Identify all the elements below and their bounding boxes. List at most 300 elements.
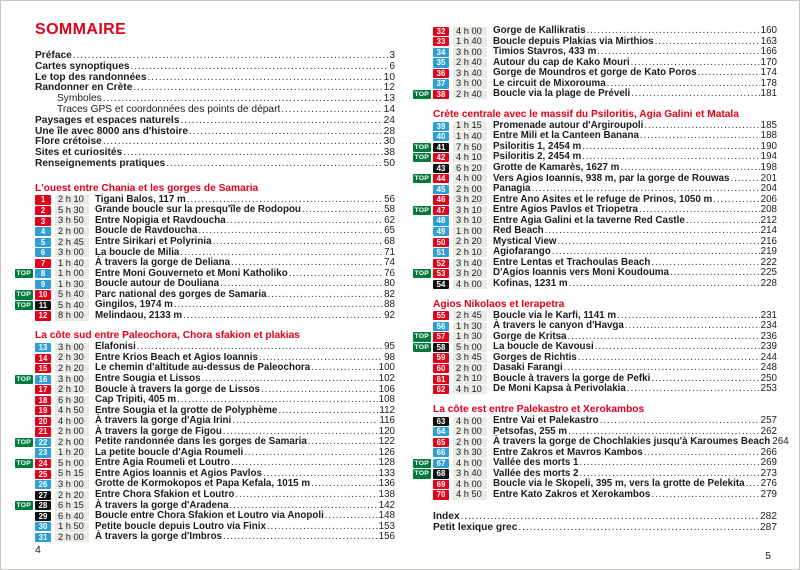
hike-title: Boucle via le Karfi, 1141 m	[493, 309, 617, 321]
dot-leader	[644, 121, 759, 132]
top-slot	[11, 480, 35, 489]
top-badge: TOP	[16, 375, 31, 383]
hike-title: Boucle à travers la gorge de Pefki	[493, 372, 651, 384]
hike-title: Entre Vai et Palekastro	[493, 414, 599, 426]
top-slot	[11, 501, 35, 510]
hike-page-number: 170	[760, 56, 777, 68]
route-number-badge: 58	[433, 343, 449, 352]
route-number-badge: 19	[35, 406, 51, 415]
dot-leader	[267, 522, 378, 533]
duration-label: 3 h 40	[453, 69, 487, 78]
route-number-badge: 6	[35, 248, 51, 257]
dot-leader	[227, 216, 383, 227]
hike-entry	[11, 490, 395, 501]
toc-entry-page: 12	[383, 82, 395, 94]
top-slot	[409, 153, 433, 162]
hike-title: Dasaki Farangi	[493, 362, 563, 374]
duration-label: 6 h 20	[453, 164, 487, 173]
duration-label: 2 h 45	[55, 238, 89, 247]
toc-entry-page: 6	[389, 60, 395, 72]
toc-section	[11, 183, 395, 322]
hike-title: Entre Ano Asites et le refuge de Prinos, 1050 m	[493, 193, 713, 205]
dot-leader	[103, 137, 383, 148]
section-items	[11, 195, 395, 322]
duration-label: 5 h 30	[55, 206, 89, 215]
duration-label: 1 h 00	[453, 227, 487, 236]
route-number-badge: 63	[433, 417, 449, 426]
hike-title: Boucle depuis Plakias via Mirthios	[493, 35, 654, 47]
hike-page-number: 128	[378, 457, 395, 469]
right-page-sections	[409, 25, 789, 500]
hike-page-number: 166	[760, 46, 777, 58]
toc-section	[11, 330, 395, 542]
hike-entry	[11, 290, 395, 301]
hike-title: Entre Nopigia et Ravdoucha	[95, 214, 226, 226]
hike-page-number: 234	[760, 320, 777, 332]
duration-label: 4 h 00	[55, 417, 89, 426]
hike-page-number: 279	[760, 488, 777, 500]
route-number-badge: 29	[35, 512, 51, 521]
top-badge: TOP	[414, 154, 429, 162]
top-slot	[409, 58, 433, 67]
hike-page-number: 190	[760, 140, 777, 152]
duration-label: 5 h 00	[453, 343, 487, 352]
duration-label: 3 h 45	[453, 353, 487, 362]
hike-page-number: 65	[384, 225, 395, 237]
dot-leader	[651, 490, 759, 501]
duration-label: 1 h 30	[453, 322, 487, 331]
hike-page-number: 214	[760, 225, 777, 237]
route-number-badge: 1	[35, 195, 51, 204]
route-number-badge: 54	[433, 280, 449, 289]
hike-title: Gingilos, 1974 m	[95, 299, 173, 311]
hike-page-number: 194	[760, 151, 777, 163]
dot-leader	[231, 258, 383, 269]
top-slot	[409, 364, 433, 373]
top-slot	[409, 311, 433, 320]
duration-label: 2 h 00	[55, 427, 89, 436]
hike-entry	[11, 258, 395, 269]
hike-page-number: 178	[760, 77, 777, 89]
hike-title: Petite boucle depuis Loutro via Finix	[95, 520, 266, 532]
hike-title: Entre Agia Galini et la taverne Red Castle	[493, 214, 685, 226]
hike-entry	[11, 300, 395, 311]
route-number-badge: 67	[433, 459, 449, 468]
duration-label: 3 h 10	[453, 206, 487, 215]
hike-page-number: 188	[760, 130, 777, 142]
route-number-badge: 51	[433, 248, 449, 257]
duration-label: 5 h 00	[55, 459, 89, 468]
left-page-sections	[11, 183, 395, 543]
route-number-badge: 68	[433, 469, 449, 478]
hike-title: Entre Krios Beach et Agios Ioannis	[95, 351, 258, 363]
top-slot	[11, 522, 35, 531]
hike-page-number: 216	[760, 235, 777, 247]
route-number-badge: 20	[35, 417, 51, 426]
duration-label: 2 h 10	[453, 374, 487, 383]
route-number-badge: 40	[433, 132, 449, 141]
route-number-badge: 39	[433, 122, 449, 131]
duration-label: 3 h 00	[453, 79, 487, 88]
hike-page-number: 133	[378, 467, 395, 479]
route-number-badge: 53	[433, 269, 449, 278]
toc-entry	[11, 159, 395, 170]
top-badge: TOP	[16, 502, 31, 510]
duration-label: 2 h 00	[55, 533, 89, 542]
hike-page-number: 160	[760, 25, 777, 36]
duration-label: 2 h 40	[453, 58, 487, 67]
duration-label: 1 h 30	[453, 332, 487, 341]
dot-leader	[631, 89, 759, 100]
duration-label: 2 h 20	[55, 491, 89, 500]
route-number-badge: 13	[35, 343, 51, 352]
toc-entry-label: Randonner en Crète	[35, 82, 133, 94]
toc-entry-page: 282	[760, 511, 777, 523]
dot-leader	[232, 416, 378, 427]
route-number-badge: 34	[433, 48, 449, 57]
top-badge: TOP	[414, 343, 429, 351]
hike-entry	[409, 237, 777, 248]
page-title: SOMMAIRE	[35, 21, 127, 38]
section-title: L'ouest entre Chania et les gorges de Samaria	[35, 182, 259, 194]
top-slot	[409, 322, 433, 331]
duration-label: 3 h 00	[55, 343, 89, 352]
hike-page-number: 248	[760, 362, 777, 374]
duration-label: 1 h 15	[453, 121, 487, 130]
duration-label: 6 h 15	[55, 501, 89, 510]
route-number-badge: 9	[35, 280, 51, 289]
route-number-badge: 32	[433, 27, 449, 36]
hike-title: Elafonisi	[95, 341, 136, 353]
page-right	[409, 11, 789, 569]
top-slot	[409, 27, 433, 36]
hike-entry	[409, 142, 777, 153]
route-number-badge: 33	[433, 37, 449, 46]
route-number-badge: 38	[433, 90, 449, 99]
dot-leader	[202, 374, 378, 385]
hike-title: Entre Lentas et Trachoulas Beach	[493, 256, 651, 268]
top-slot	[409, 417, 433, 426]
hike-title: Boucle à travers la gorge de Lissos	[95, 383, 260, 395]
hike-page-number: 100	[378, 362, 395, 374]
hike-page-number: 126	[378, 446, 395, 458]
toc-entry-page: 38	[383, 147, 395, 159]
toc-entry-label: Paysages et espaces naturels	[35, 114, 180, 126]
hike-entry	[409, 163, 777, 174]
dot-leader	[600, 416, 760, 427]
top-slot	[11, 533, 35, 542]
hike-title: Petsofas, 255 m	[493, 425, 568, 437]
route-number-badge: 10	[35, 290, 51, 299]
duration-label: 4 h 10	[453, 385, 487, 394]
top-slot	[11, 195, 35, 204]
dot-leader	[308, 437, 378, 448]
hike-title: À travers la gorge d'Aradena	[95, 499, 229, 511]
top-slot	[409, 343, 433, 352]
toc-entry-label: Traces GPS et coordonnées des points de départ	[57, 103, 281, 115]
duration-label: 2 h 10	[453, 248, 487, 257]
hike-title: Entre Mili et la Canteen Banana	[493, 130, 639, 142]
hike-page-number: 58	[384, 204, 395, 216]
hike-title: Gorge de Kritsa	[493, 330, 567, 342]
hike-title: La boucle de Kavousi	[493, 341, 594, 353]
hike-title: Promenade autour d'Argiroupoli	[493, 119, 644, 131]
route-number-badge: 62	[433, 385, 449, 394]
hike-title: Mystical View	[493, 235, 557, 247]
top-slot	[409, 48, 433, 57]
duration-label: 2 h 00	[55, 438, 89, 447]
dot-leader	[261, 385, 378, 396]
hike-entry	[409, 89, 777, 100]
hike-page-number: 68	[384, 235, 395, 247]
hike-title: Entre Agios Ioannis et Agios Pavlos	[95, 467, 262, 479]
hike-title: De Moni Kapsa à Perivolakia	[493, 383, 626, 395]
route-number-badge: 21	[35, 427, 51, 436]
dot-leader	[268, 290, 384, 301]
top-badge: TOP	[414, 90, 429, 98]
dot-leader	[223, 532, 378, 543]
route-number-badge: 35	[433, 58, 449, 67]
duration-label: 4 h 00	[453, 27, 487, 36]
route-number-badge: 16	[35, 375, 51, 384]
toc-entry-label: Sites et curiosités	[35, 147, 123, 159]
hike-page-number: 56	[384, 193, 395, 205]
hike-title: Gorge de Kallikratis	[493, 25, 586, 36]
route-number-badge: 4	[35, 227, 51, 236]
hike-page-number: 257	[760, 414, 777, 426]
top-slot	[409, 448, 433, 457]
dot-leader	[569, 279, 760, 290]
duration-label: 1 h 40	[453, 132, 487, 141]
hike-page-number: 76	[384, 267, 395, 279]
route-number-badge: 59	[433, 353, 449, 362]
toc-entry-label: Symboles	[57, 93, 102, 105]
route-number-badge: 55	[433, 311, 449, 320]
hike-entry	[409, 436, 789, 448]
hike-page-number: 88	[384, 299, 395, 311]
hike-page-number: 204	[760, 183, 777, 195]
route-number-badge: 69	[433, 480, 449, 489]
hike-page-number: 231	[760, 309, 777, 321]
top-slot	[409, 143, 433, 152]
hike-page-number: 222	[760, 256, 777, 268]
top-slot	[409, 90, 433, 99]
top-badge: TOP	[16, 301, 31, 309]
dot-leader	[189, 127, 383, 138]
dot-leader	[244, 448, 377, 459]
duration-label: 2 h 40	[453, 90, 487, 99]
hike-page-number: 138	[378, 488, 395, 500]
hike-entry	[409, 321, 777, 332]
duration-label: 1 h 40	[453, 37, 487, 46]
dot-leader	[278, 406, 378, 417]
hike-entry	[409, 342, 777, 353]
top-slot	[11, 438, 35, 447]
route-number-badge: 49	[433, 227, 449, 236]
hike-page-number: 201	[760, 172, 777, 184]
hike-entry	[409, 26, 777, 37]
hike-title: Entre Sirikari et Polyrinia	[95, 235, 212, 247]
duration-label: 2 h 00	[453, 364, 487, 373]
page-left	[11, 11, 395, 569]
hike-page-number: 225	[760, 267, 777, 279]
duration-label: 3 h 20	[453, 195, 487, 204]
top-slot	[11, 385, 35, 394]
hike-page-number: 198	[760, 162, 777, 174]
top-slot	[409, 195, 433, 204]
hike-title: À travers la gorge de Chochlakies jusqu'à Karoumes Beach	[493, 436, 771, 448]
section-items	[11, 342, 395, 542]
dot-leader	[587, 26, 760, 37]
top-slot	[11, 491, 35, 500]
top-slot	[409, 185, 433, 194]
top-slot	[11, 290, 35, 299]
top-slot	[409, 259, 433, 268]
hike-page-number: 266	[760, 446, 777, 458]
hike-title: Boucle entre Chora Sfakion et Loutro via Anopoli	[95, 510, 324, 522]
hike-page-number: 262	[760, 425, 777, 437]
hike-entry	[409, 174, 777, 185]
toc-entry-label: Flore crétoise	[35, 136, 102, 148]
section-title: Crète centrale avec le massif du Psiloritis, Agia Galini et Matala	[433, 108, 739, 120]
duration-label: 4 h 00	[453, 417, 487, 426]
top-slot	[11, 375, 35, 384]
route-number-badge: 24	[35, 459, 51, 468]
top-slot	[409, 37, 433, 46]
top-slot	[409, 122, 433, 131]
hike-page-number: 250	[760, 372, 777, 384]
section-items	[409, 26, 777, 100]
dot-leader	[580, 458, 760, 469]
top-badge: TOP	[16, 270, 31, 278]
duration-label: 3 h 40	[453, 469, 487, 478]
dot-leader	[311, 363, 377, 374]
dot-leader	[289, 269, 383, 280]
hike-title: Entre Agios Pavlos et Triopetra	[493, 204, 638, 216]
hike-title: Entre Chora Sfakion et Loutro	[95, 488, 235, 500]
duration-label: 2 h 10	[55, 385, 89, 394]
hike-title: Petite randonnée dans les gorges de Samaria	[95, 436, 307, 448]
dot-leader	[627, 384, 760, 395]
hike-title: Entre Zakros et Mavros Kambos	[493, 446, 643, 458]
top-slot	[11, 248, 35, 257]
top-slot	[11, 217, 35, 226]
hike-title: Entre Sougia et Lissos	[95, 372, 201, 384]
top-slot	[11, 354, 35, 363]
hike-title: Entre Moni Gouverneto et Moni Katholiko	[95, 267, 288, 279]
hike-page-number: 181	[760, 88, 777, 100]
hike-entry	[409, 268, 777, 279]
hike-title: Le circuit de Mixorouma	[493, 77, 606, 89]
hike-page-number: 82	[384, 288, 395, 300]
route-number-badge: 3	[35, 217, 51, 226]
top-slot	[11, 417, 35, 426]
route-number-badge: 2	[35, 206, 51, 215]
top-slot	[409, 206, 433, 215]
hike-page-number: 228	[760, 278, 777, 290]
duration-label: 4 h 50	[453, 490, 487, 499]
duration-label: 3 h 50	[55, 216, 89, 225]
toc-entry-page: 30	[383, 136, 395, 148]
toc-entry-label: Cartes synoptiques	[35, 60, 130, 72]
toc-entry-page: 13	[383, 93, 395, 105]
dot-leader	[183, 311, 383, 322]
duration-label: 5 h 40	[55, 290, 89, 299]
top-slot	[409, 385, 433, 394]
top-slot	[11, 427, 35, 436]
dot-leader	[730, 174, 759, 185]
route-number-badge: 52	[433, 259, 449, 268]
hike-page-number: 98	[384, 351, 395, 363]
route-number-badge: 61	[433, 375, 449, 384]
dot-leader	[198, 226, 383, 237]
top-badge: TOP	[414, 270, 429, 278]
hike-title: À travers la gorge de Figou	[95, 425, 222, 437]
route-number-badge: 56	[433, 322, 449, 331]
hike-title: À travers la gorge de Deliana	[95, 257, 231, 269]
hike-title: Le chemin d'altitude au-dessus de Paleochora	[95, 362, 311, 374]
route-number-badge: 11	[35, 301, 51, 310]
duration-label: 3 h 00	[55, 480, 89, 489]
hike-page-number: 142	[378, 499, 395, 511]
duration-label: 2 h 10	[55, 195, 89, 204]
hike-title: Grotte de Kormokopos et Papa Kefala, 1015 m	[95, 478, 311, 490]
hike-page-number: 80	[384, 278, 395, 290]
dot-leader	[281, 105, 382, 116]
top-slot	[11, 238, 35, 247]
hike-page-number: 174	[760, 67, 777, 79]
toc-section	[409, 109, 777, 290]
hike-title: Entre Sougia et la grotte de Polyphème	[95, 404, 278, 416]
dot-leader	[644, 448, 760, 459]
section-items	[409, 121, 777, 290]
toc-section	[409, 26, 777, 100]
toc-entry	[11, 62, 395, 73]
duration-label: 7 h 50	[453, 143, 487, 152]
toc-entry-label: Renseignements pratiques	[35, 157, 166, 169]
hike-title: La petite boucle d'Agia Roumeli	[95, 446, 244, 458]
top-badge: TOP	[414, 470, 429, 478]
hike-title: Boucle via le Skopeli, 395 m, vers la grotte de Pelekita	[493, 478, 745, 490]
route-number-badge: 7	[35, 259, 51, 268]
section-title: Agios Nikolaos et Ierapetra	[433, 298, 565, 310]
hike-entry	[409, 226, 777, 237]
hike-page-number: 156	[378, 531, 395, 543]
route-number-badge: 18	[35, 396, 51, 405]
route-number-badge: 22	[35, 438, 51, 447]
route-number-badge: 41	[433, 143, 449, 152]
hike-title: Kofinas, 1231 m	[493, 278, 568, 290]
hike-title: Autour du cap de Kako Mouri	[493, 56, 630, 68]
duration-label: 2 h 00	[453, 185, 487, 194]
duration-label: 2 h 45	[453, 311, 487, 320]
route-number-badge: 66	[433, 448, 449, 457]
toc-entry-page: 287	[760, 522, 777, 534]
hike-title: Vallée des morts 1	[493, 457, 579, 469]
toc-section	[409, 403, 789, 500]
hike-page-number: 244	[760, 351, 777, 363]
top-slot	[409, 353, 433, 362]
duration-label: 3 h 40	[453, 259, 487, 268]
hike-title: Timios Stavros, 433 m	[493, 46, 597, 58]
toc-entry	[409, 523, 777, 534]
section-title: La côte est entre Palekastro et Xerokambos	[433, 403, 645, 415]
hike-title: Gorges de Richtis	[493, 351, 577, 363]
duration-label: 2 h 00	[453, 427, 487, 436]
front-matter-list	[11, 51, 395, 170]
hike-page-number: 273	[760, 467, 777, 479]
toc-entry-label: Préface	[35, 50, 72, 61]
